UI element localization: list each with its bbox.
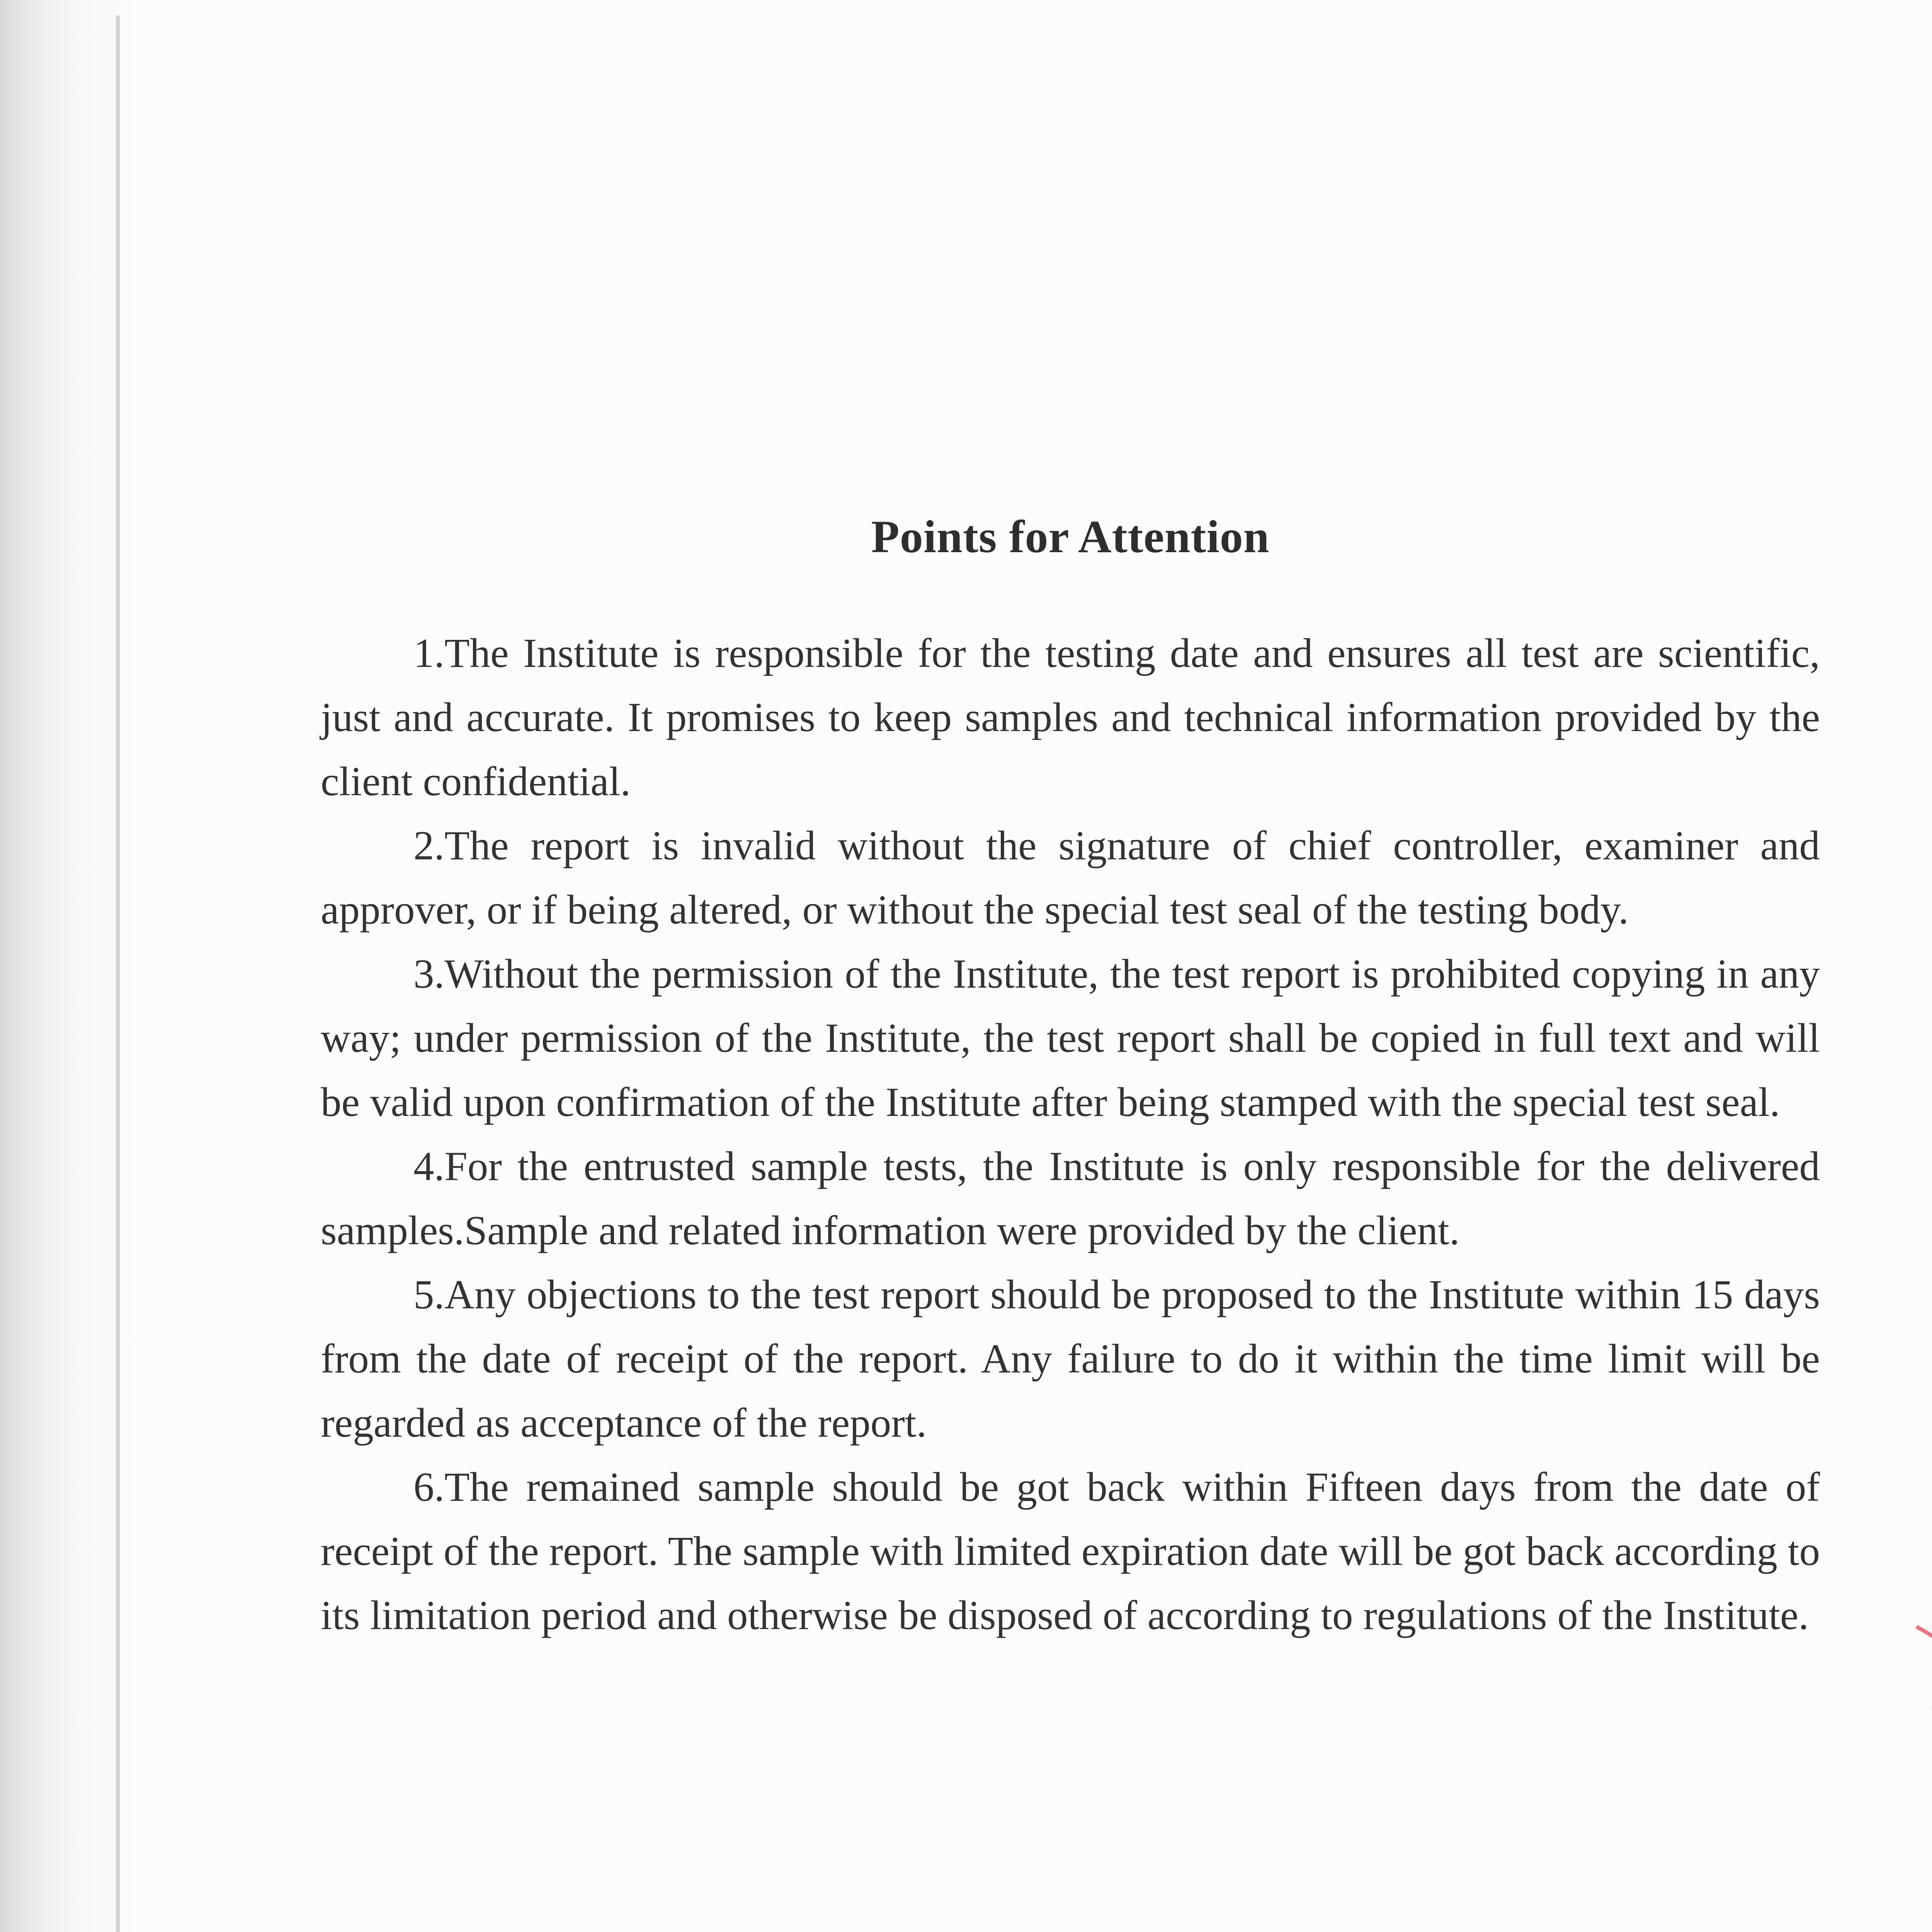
attention-item-1: 1.The Institute is responsible for the testing date and ensures all test are scientific, just and accurate. It promises to keep samples and technical information provided by the client confidential. <box>321 631 1820 804</box>
attention-item-5: 5.Any objections to the test report should be proposed to the Institute within 15 days from the date of receipt of the report. Any failure to do it within the time limit will be regarded as acceptance of the report. <box>321 1272 1820 1446</box>
binding-edge-line <box>116 15 120 1932</box>
attention-item-6: 6.The remained sample should be got back within Fifteen days from the date of receipt of the report. The sample with limited expiration date will be got back according to its limitation period and otherwise be disposed of according to regulations of the Institute. <box>321 1464 1820 1638</box>
attention-item-2: 2.The report is invalid without the signature of chief controller, examiner and approver, or if being altered, or without the special test seal of the testing body. <box>321 823 1820 933</box>
attention-item-3: 3.Without the permission of the Institute, the test report is prohibited copying in any way; under permission of the Institute, the test report shall be copied in full text and will be valid upon confirmation of the Institute after being stamped with the special test seal. <box>321 951 1820 1125</box>
document-page <box>321 510 1820 1648</box>
page-title: Points for Attention <box>871 511 1270 562</box>
attention-item-4: 4.For the entrusted sample tests, the Institute is only responsible for the delivered samples.Sample and related information were provided by the client. <box>321 1144 1820 1253</box>
attention-list <box>321 621 1820 1648</box>
partial-red-seal-icon <box>1909 1619 1932 1917</box>
